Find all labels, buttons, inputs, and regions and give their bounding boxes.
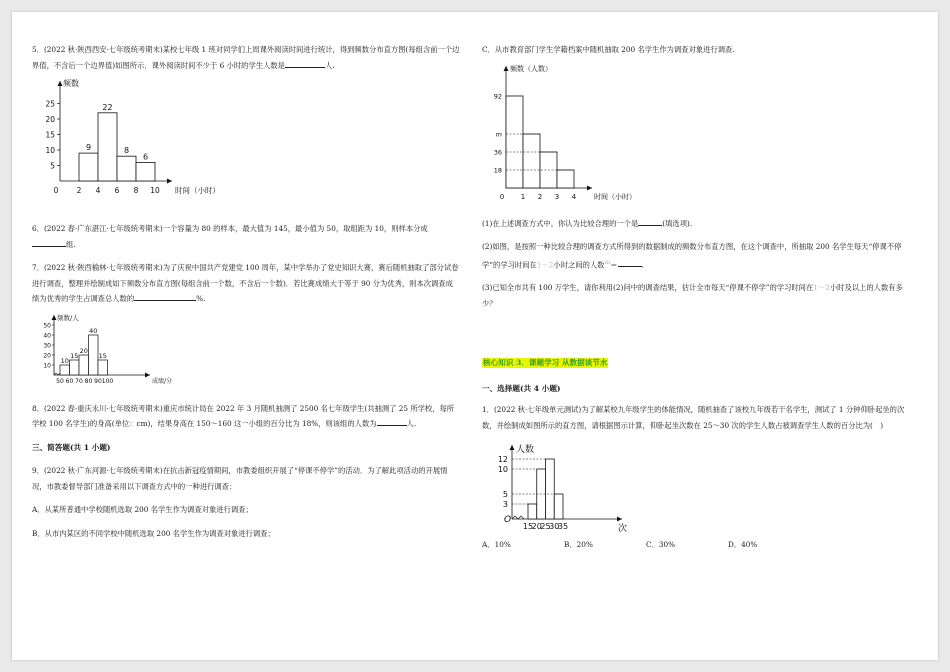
chart2-x-arrow <box>145 372 150 377</box>
x-tick-label: 3 <box>554 192 560 201</box>
y-tick-label: 10 <box>43 362 51 369</box>
answer-blank[interactable] <box>638 225 662 226</box>
x-tick-label: 80 <box>84 377 93 385</box>
bar-value-label: 40 <box>89 326 98 335</box>
x-tick-label: 15 <box>522 522 534 532</box>
document-page <box>12 12 938 660</box>
histogram-situps <box>482 441 652 533</box>
y-axis-title: 频数 <box>63 79 79 88</box>
origin-label: O <box>504 515 512 526</box>
part-2-equals: ＝ <box>610 259 618 269</box>
origin-label: 0 <box>53 186 59 195</box>
y-tick-label: 40 <box>43 332 51 339</box>
y-tick-label: 5 <box>50 161 55 171</box>
part-3-tail: 小时及以上的人数有多少？ <box>482 283 903 308</box>
question-9-text: 9．(2022 秋·广东河源·七年级统考期末)在抗击新冠疫情期间，市教委组织开展了“停课不停学”的活动．为了解此项活动的开展情况，市教委督导部门准备采用以下调查方式中的一种进行调查： <box>32 466 448 491</box>
bar-value-label: 9 <box>85 143 92 153</box>
bar <box>79 355 89 375</box>
axis-break <box>512 516 524 519</box>
x-tick-label: 100 <box>101 377 114 385</box>
bar <box>79 153 98 181</box>
bar-value-label: 15 <box>98 351 107 360</box>
answer-blank[interactable] <box>285 67 325 68</box>
x-tick-label: 30 <box>549 522 560 532</box>
question-9-part-1 <box>482 216 912 232</box>
x-tick-label: 2 <box>76 186 82 195</box>
question-7-tail: %. <box>196 294 206 303</box>
y-tick-label: 18 <box>493 166 502 174</box>
question-1-text: 1．(2022 秋·七年级单元测试)为了解某校九年级学生的体能情况，随机抽查了该校九年级若干名学生，测试了 1 分钟仰卧起坐的次数，并绘制成如图所示的直方图，请根据图示计算，仰卧起坐次数在 25～30 次的学生人数占被调查学生人数的百分比为( ) <box>482 405 905 430</box>
question-1 <box>482 402 912 433</box>
bar <box>60 365 70 375</box>
bar <box>98 360 108 375</box>
question-5-text: 5．(2022 秋·陕西西安·七年级统考期末)某校七年级 1 班对同学们上周课外阅读时间进行统计，得到频数分布直方图(每组含前一个边界值，不含后一个边界值)如图所示．课外阅读时间不少于 6 小时的学生人数是 <box>32 45 460 70</box>
question-6-text: 6．(2022 春·广东湛江·七年级统考期末)一个容量为 80 的样本，最大值为 145，最小值为 50，取组距为 10，则样本分成 <box>32 224 428 233</box>
question-8 <box>32 401 460 432</box>
question-5 <box>32 42 460 73</box>
chart2-y-arrow <box>52 315 57 320</box>
part-3-range: 1～2 <box>813 283 830 293</box>
y-tick-label: 10 <box>497 465 508 475</box>
y-tick-label: 3 <box>502 500 508 510</box>
bar <box>523 134 540 188</box>
chart1-y-arrow <box>58 81 63 86</box>
part-2-m: m <box>604 258 611 266</box>
left-column <box>32 42 460 541</box>
x-tick-label: 8 <box>133 186 139 195</box>
bar-value-label: 8 <box>123 146 130 156</box>
x-tick-label: 35 <box>557 522 569 532</box>
choice-a[interactable]: A．10% <box>482 540 511 550</box>
right-column <box>482 42 912 553</box>
question-8-text: 8．(2022 春·重庆永川·七年级统考期末)重庆市统计局在 2022 年 3 月随机抽测了 2500 名七年级学生(共抽测了 25 所学校，每所学校 100 名学生)的身高(单位：cm)，结果身高在 150～160 这一小组的百分比为 18%，则该组的人数为 <box>32 403 455 428</box>
x-axis-title: 时间（小时） <box>594 192 636 201</box>
answer-blank[interactable] <box>32 246 66 247</box>
y-tick-label: 50 <box>43 322 51 329</box>
option-c: C．从市教育部门学生学籍档案中随机抽取 200 名学生作为调查对象进行调查. <box>482 45 735 54</box>
x-axis-title: 时间（小时） <box>175 186 220 195</box>
chart4-x-arrow <box>617 517 622 522</box>
bar <box>554 494 563 519</box>
bar <box>117 156 136 181</box>
part-2-mid: 小时之间的人数 <box>553 259 605 269</box>
chart3-x-arrow <box>587 185 592 190</box>
option-b: B．从市内某区的不同学校中随机选取 200 名学生作为调查对象进行调查； <box>32 528 275 538</box>
y-tick-label: 20 <box>45 115 55 124</box>
question-6 <box>32 221 460 252</box>
part-2-end: . <box>641 259 644 269</box>
question-9-part-3 <box>482 280 912 311</box>
y-tick-label: 10 <box>45 146 55 155</box>
bar <box>528 504 537 519</box>
section-heading-multiple-choice: 一、选择题(共 4 小题) <box>482 383 561 393</box>
question-7-text: 7．(2022 秋·陕西榆林·七年级统考期末)为了庆祝中国共产党建党 100 周年，某中学举办了党史知识大赛，赛后随机抽取了部分试卷进行调查，整理并绘制成如下频数分布直方图(每组含前一个数，不含后一个数)．若比赛成绩大于等于 90 分为优秀，则本次调查成绩为优秀的学生占调查总人数的 <box>32 263 459 303</box>
y-tick-label: 25 <box>45 99 55 109</box>
question-7 <box>32 260 460 307</box>
histogram-study-time <box>482 60 642 210</box>
bar <box>89 335 99 375</box>
y-tick-label: 36 <box>493 148 502 156</box>
bar <box>70 360 80 375</box>
x-tick-label: 4 <box>571 192 577 201</box>
x-tick-label: 25 <box>540 522 551 532</box>
x-axis-title: 成绩/分 <box>152 377 173 385</box>
x-tick-label: 6 <box>114 186 120 195</box>
part-2-text: (2)如图，是按照一种比较合理的调查方式所得到的数据制成的频数分布直方图，在这个调查中，所抽取 200 名学生每天“停课不停学”的学习时间在 <box>482 242 902 269</box>
y-tick-label: 15 <box>45 130 55 140</box>
highlighted-heading: 核心知识 3．课题学习 从数据谈节水 <box>483 358 608 368</box>
x-tick-label: 70 <box>75 377 83 385</box>
question-9 <box>32 463 460 494</box>
bar-value-label: 22 <box>102 102 113 112</box>
x-tick-label: 4 <box>95 186 101 195</box>
x-tick-label: 2 <box>537 192 543 201</box>
option-a: A．从某所普通中学校随机选取 200 名学生作为调查对象进行调查； <box>32 505 253 514</box>
core-knowledge-heading <box>482 355 912 371</box>
answer-blank[interactable] <box>377 425 407 426</box>
answer-blank[interactable] <box>134 300 196 301</box>
bar-value-label: 15 <box>70 351 79 360</box>
choice-b[interactable]: B．20% <box>564 540 593 550</box>
choice-c[interactable]: C．30% <box>646 540 676 550</box>
bar <box>136 162 155 181</box>
x-tick-label: 10 <box>150 186 160 195</box>
bar <box>506 96 523 188</box>
x-tick-label: 60 <box>65 377 74 385</box>
chart1-x-arrow <box>167 179 172 184</box>
x-tick-label: 50 <box>56 377 64 385</box>
bar <box>98 113 117 181</box>
histogram-contest-scores <box>32 311 182 391</box>
part-2-range: 1～2 <box>536 259 554 269</box>
y-tick-label: 12 <box>497 455 508 465</box>
question-6-tail: 组. <box>66 239 76 249</box>
bar <box>557 170 574 188</box>
question-8-tail: 人. <box>406 419 417 428</box>
x-tick-label: 1 <box>520 192 526 201</box>
bar <box>546 459 555 519</box>
y-axis-title: 频数/人 <box>57 313 79 322</box>
answer-choices <box>482 537 912 553</box>
question-5-tail: 人. <box>324 60 335 70</box>
answer-blank[interactable] <box>618 266 642 267</box>
y-tick-label: m <box>495 130 502 138</box>
part-1-tail: (填选项). <box>662 218 693 228</box>
part-3-text: (3)已知全市共有 100 万学生，请你利用(2)问中的调查结果，估计全市每天“停课不停学”的学习时间在 <box>482 283 814 293</box>
section-heading-short-answer: 三、简答题(共 1 小题) <box>32 442 111 452</box>
chart3-y-arrow <box>504 66 509 71</box>
y-tick-label: 5 <box>502 490 508 500</box>
bar-value-label: 6 <box>142 152 149 162</box>
y-axis-title: 频数（人数） <box>510 64 552 73</box>
x-tick-label: 90 <box>94 377 102 385</box>
part-1-text: (1)在上述调查方式中，你认为比较合理的一个是 <box>482 218 639 228</box>
bar-value-label: 10 <box>60 356 69 365</box>
histogram-reading-time <box>32 75 242 205</box>
x-axis-title: 次 <box>618 524 628 534</box>
y-tick-label: 30 <box>43 342 51 349</box>
x-tick-label: 20 <box>531 522 542 532</box>
origin-label: 0 <box>499 192 505 201</box>
y-tick-label: 92 <box>493 92 502 100</box>
question-9-part-2 <box>482 239 912 272</box>
y-axis-title: 人数 <box>516 445 535 456</box>
choice-d[interactable]: D．40% <box>728 540 758 550</box>
chart4-y-arrow <box>510 445 515 450</box>
y-tick-label: 20 <box>43 352 51 359</box>
bar-value-label: 20 <box>79 346 88 355</box>
